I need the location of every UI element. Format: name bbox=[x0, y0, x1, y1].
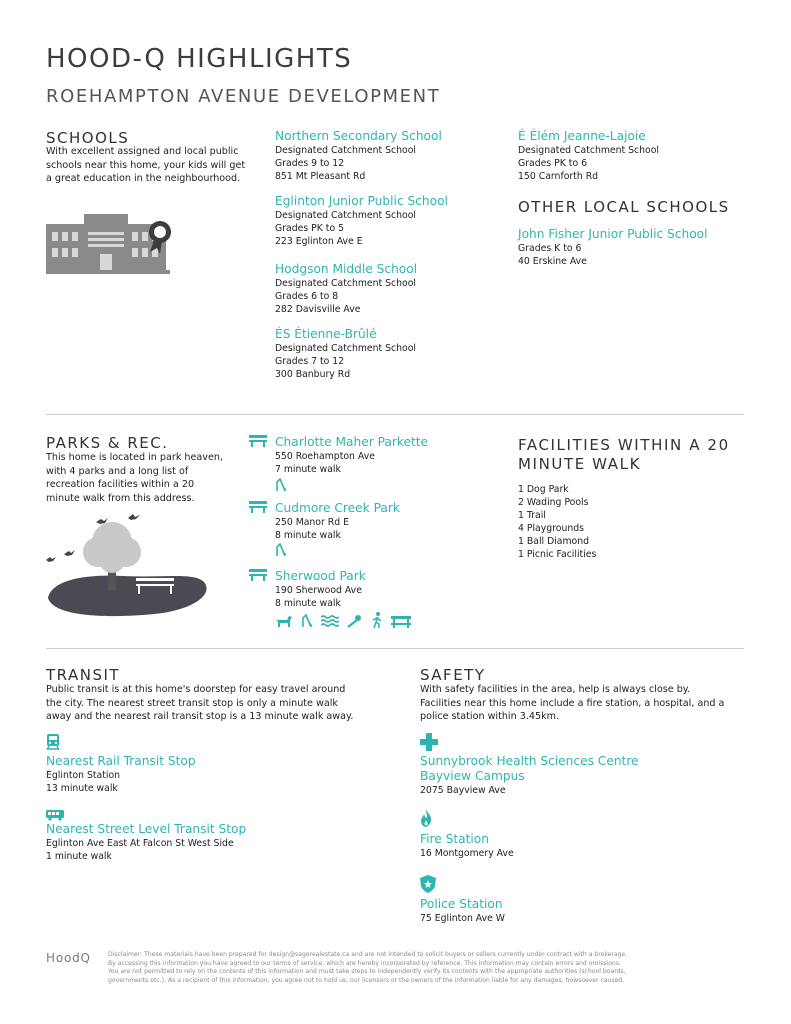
park-entry: Charlotte Maher Parkette 550 Roehampton Ave 7 minute walk bbox=[275, 435, 429, 475]
park-entry: Cudmore Creek Park 250 Manor Rd E 8 minute walk bbox=[275, 501, 400, 541]
facility-icons-row bbox=[275, 612, 411, 628]
section-divider bbox=[46, 648, 744, 649]
bench-icon bbox=[249, 501, 267, 513]
facilities-heading: FACILITIES WITHIN A 20 MINUTE WALK bbox=[518, 436, 730, 473]
school-name[interactable]: Hodgson Middle School bbox=[275, 262, 418, 276]
transit-intro: Public transit is at this home's doorstep for easy travel around the city. The nearest street transit stop is only a minute walk away and the nearest rail transit stop is a 13 minute walk away. bbox=[46, 684, 354, 722]
rail-transit-label[interactable]: Nearest Rail Transit Stop bbox=[46, 754, 196, 768]
school-entry: Hodgson Middle School Designated Catchment School Grades 6 to 8 282 Davisville Ave bbox=[275, 262, 418, 315]
fire-station-name[interactable]: Fire Station bbox=[420, 832, 489, 846]
hoodq-logo: HoodQ bbox=[46, 951, 91, 965]
list-item: 1 Dog Park bbox=[518, 484, 569, 495]
facilities-list bbox=[518, 483, 596, 561]
page-title: HOOD-Q HIGHLIGHTS bbox=[46, 44, 353, 74]
hospital-campus[interactable]: Bayview Campus bbox=[420, 769, 525, 783]
safety-intro: With safety facilities in the area, help is always close by. Facilities near this home include a fire station, a hospital, and a police station within 3.45km. bbox=[420, 684, 725, 722]
safety-heading: SAFETY bbox=[420, 666, 486, 684]
list-item: 2 Wading Pools bbox=[518, 497, 589, 508]
school-building-icon bbox=[46, 208, 178, 280]
other-schools-heading: OTHER LOCAL SCHOOLS bbox=[518, 198, 730, 216]
street-transit-label[interactable]: Nearest Street Level Transit Stop bbox=[46, 822, 247, 836]
police-station-name[interactable]: Police Station bbox=[420, 897, 503, 911]
dog-icon bbox=[275, 614, 293, 628]
school-name[interactable]: É Élém Jeanne-Lajoie bbox=[518, 129, 646, 143]
school-name[interactable]: ÉS Étienne-Brûlé bbox=[275, 327, 377, 341]
parks-intro: This home is located in park heaven, with 4 parks and a long list of recreation facilities within a 20 minute walk from this address. bbox=[46, 452, 223, 504]
baseball-icon bbox=[347, 614, 363, 628]
bench-icon bbox=[249, 569, 267, 581]
parks-heading: PARKS & REC. bbox=[46, 434, 169, 452]
school-entry: John Fisher Junior Public School Grades K to 6 40 Erskine Ave bbox=[518, 227, 708, 267]
park-name[interactable]: Charlotte Maher Parkette bbox=[275, 435, 429, 449]
school-name[interactable]: Northern Secondary School bbox=[275, 129, 442, 143]
fire-station-entry: Fire Station 16 Montgomery Ave bbox=[420, 832, 514, 859]
bench-icon bbox=[249, 435, 267, 447]
hospital-name[interactable]: Sunnybrook Health Sciences Centre bbox=[420, 754, 639, 768]
bus-icon bbox=[46, 809, 64, 821]
school-entry: É Élém Jeanne-Lajoie Designated Catchment School Grades PK to 6 150 Carnforth Rd bbox=[518, 129, 659, 182]
section-divider bbox=[46, 414, 744, 415]
list-item: 1 Ball Diamond bbox=[518, 536, 590, 547]
fire-flame-icon bbox=[420, 809, 432, 827]
page-subtitle: ROEHAMPTON AVENUE DEVELOPMENT bbox=[46, 86, 441, 107]
schools-intro: With excellent assigned and local public schools near this home, your kids will get a great education in the neighbourhood. bbox=[46, 146, 246, 184]
playground-slide-icon bbox=[275, 478, 287, 492]
list-item: 1 Picnic Facilities bbox=[518, 549, 597, 560]
list-item: 1 Trail bbox=[518, 510, 546, 521]
hospital-cross-icon bbox=[420, 733, 438, 751]
rail-transit-entry: Nearest Rail Transit Stop Eglinton Station 13 minute walk bbox=[46, 754, 196, 794]
hospital-entry: Sunnybrook Health Sciences Centre Bayview Campus 2075 Bayview Ave bbox=[420, 754, 639, 796]
school-name[interactable]: Eglinton Junior Public School bbox=[275, 194, 448, 208]
list-item: 4 Playgrounds bbox=[518, 523, 584, 534]
picnic-table-icon bbox=[391, 614, 411, 628]
school-entry: ÉS Étienne-Brûlé Designated Catchment School Grades 7 to 12 300 Banbury Rd bbox=[275, 327, 416, 380]
disclaimer: Disclaimer: These materials have been prepared for design@sagerealestate.ca and are not intended to solicit buyers or sellers currently under contract with a brokerage. By accessing this information you have agreed to our terms of service, which are hereby incorporated by reference. This information may contain errors and omissions. You are not permitted to rely on the contents of this information and must take steps to independently verify its contents with the appropriate authorities (school boards, governments etc.). As a recipient of this information, you agree not to hold us, our licensors or the owners of the information liable for any damages, howsoever caused. bbox=[108, 951, 628, 984]
playground-slide-icon bbox=[275, 543, 287, 557]
school-entry: Northern Secondary School Designated Catchment School Grades 9 to 12 851 Mt Pleasant Rd bbox=[275, 129, 442, 182]
park-name[interactable]: Sherwood Park bbox=[275, 569, 366, 583]
school-name[interactable]: John Fisher Junior Public School bbox=[518, 227, 708, 241]
park-name[interactable]: Cudmore Creek Park bbox=[275, 501, 400, 515]
park-entry: Sherwood Park 190 Sherwood Ave 8 minute walk bbox=[275, 569, 366, 609]
playground-slide-icon bbox=[301, 614, 313, 628]
train-icon bbox=[46, 733, 60, 751]
police-station-entry: Police Station 75 Eglinton Ave W bbox=[420, 897, 505, 924]
transit-heading: TRANSIT bbox=[46, 666, 121, 684]
street-transit-entry: Nearest Street Level Transit Stop Eglinton Ave East At Falcon St West Side 1 minute walk bbox=[46, 822, 247, 862]
hiking-trail-icon bbox=[371, 612, 383, 628]
police-badge-icon bbox=[420, 875, 436, 893]
schools-heading: SCHOOLS bbox=[46, 129, 130, 147]
wading-pool-icon bbox=[321, 614, 339, 628]
park-illustration-icon bbox=[44, 508, 214, 620]
school-entry: Eglinton Junior Public School Designated Catchment School Grades PK to 5 223 Eglinton Ave E bbox=[275, 194, 448, 247]
